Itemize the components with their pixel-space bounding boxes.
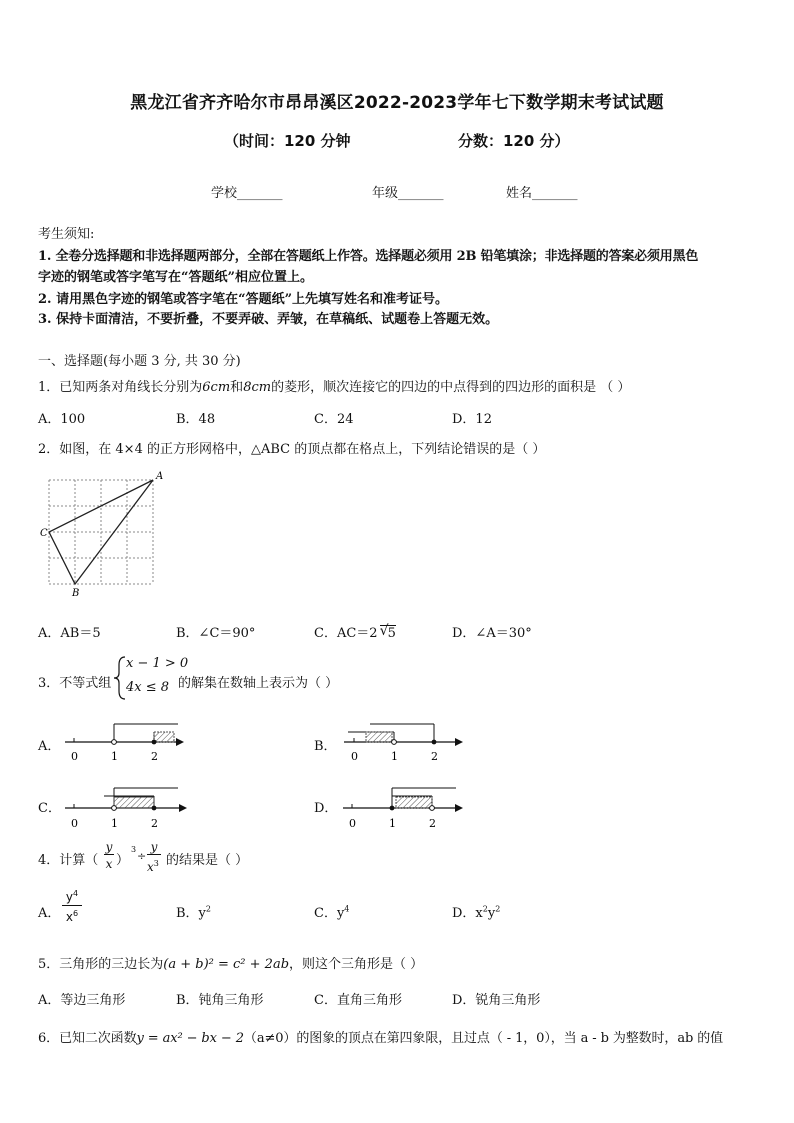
inequality-2: 4x ≤ 8 [126,680,170,695]
q4-opt-c-text: C．y [314,906,345,921]
tick-0: 0 [71,750,78,763]
q4-option-d[interactable] [452,902,500,921]
q4-opt-d-text: D．x [452,906,483,921]
q5-formula: (a + b)² = c² + 2ab [163,957,290,972]
grade-field[interactable]: 年级_______ [372,186,444,201]
q1-value-2: 8cm [243,380,272,395]
tick-2: 2 [431,750,438,763]
q4-opt-a-num-base: y [65,890,73,904]
q5-prefix: 5．三角形的三边长为 [38,957,164,972]
q1-value-1: 6cm [202,380,231,395]
q4-opt-a-den-base: x [65,910,73,924]
q3-suffix: 的解集在数轴上表示为（ ） [178,676,339,691]
q3-option-b-label[interactable]: B． [314,739,337,754]
q4-divide-sign: ÷ [137,850,147,863]
sqrt-five [380,625,396,641]
q2-grid [49,480,153,584]
notice-item-1-cont: 字迹的钢笔或答字笔写在“答题纸”相应位置上。 [38,270,313,285]
q6-suffix: （a≠0）的图象的顶点在第四象限，且过点（ - 1，0），当 a - b 为整数时，ab 的值 [243,1031,724,1046]
q4-opt-b-text: B．y [176,906,206,921]
q3-number-line-c [60,782,195,830]
notice-item-1: 1. 全卷分选择题和非选择题两部分，全部在答题纸上作答。选择题必须用 2B 铅笔填涂；非选择题的答案必须用黑色 [38,249,699,264]
q2-option-d[interactable]: D．∠A＝30° [452,626,532,641]
q4-fraction2-denominator [147,857,159,874]
q4-fraction-denominator: x [105,857,113,871]
q4-opt-a-num-exp: 4 [73,889,79,898]
q1-option-d[interactable]: D．12 [452,412,492,427]
q4-fraction2-den-base: x [147,860,154,874]
tick-1: 1 [111,750,118,763]
q4-fraction-numerator: y [105,840,113,854]
vertex-c-label: C [40,528,48,539]
tick-0: 0 [349,817,356,830]
q2-option-a[interactable]: A．AB＝5 [38,626,101,641]
q4-close-paren: ） [116,853,130,868]
q4-opt-d-exp2: 2 [495,904,501,914]
q4-option-c[interactable] [314,902,349,921]
tick-0: 0 [71,817,78,830]
q1-text-a: 1．已知两条对角线长分别为 [38,380,203,395]
tick-2: 2 [151,750,158,763]
question-6 [38,1027,723,1046]
sqrt-radicand: 5 [387,626,396,641]
tick-1: 1 [111,817,118,830]
q3-prefix: 3．不等式组 [38,676,112,691]
q6-prefix: 6．已知二次函数 [38,1031,137,1046]
q4-fraction2-numerator: y [147,840,161,855]
q3-number-line-d [338,782,470,830]
q4-option-b[interactable] [176,902,211,921]
question-5 [38,953,423,972]
q2-option-c[interactable] [314,622,396,641]
radical-icon: √ [379,623,389,639]
q4-prefix: 4．计算（ [38,853,99,868]
q2-option-b[interactable]: B．∠C＝90° [176,626,256,641]
q4-opt-c-exp: 4 [344,904,350,914]
q1-option-b[interactable]: B．48 [176,412,216,427]
tick-1: 1 [391,750,398,763]
tick-2: 2 [429,817,436,830]
q5-option-c[interactable]: C．直角三角形 [314,993,402,1008]
q6-formula: y = ax² − bx − 2 [136,1031,244,1046]
section-heading: 一、选择题(每小题 3 分, 共 30 分) [38,354,241,369]
q1-option-c[interactable]: C．24 [314,412,354,427]
q5-option-b[interactable]: B．钝角三角形 [176,993,264,1008]
question-2: 2．如图，在 4×4 的正方形网格中，△ABC 的顶点都在格点上，下列结论错误的是（ ） [38,442,546,457]
q3-option-c-label[interactable]: C． [38,801,61,816]
tick-1: 1 [389,817,396,830]
q4-opt-a-den-exp: 6 [73,909,79,918]
q4-suffix: 的结果是（ ） [166,853,249,868]
q4-option-a-label[interactable]: A． [38,906,61,921]
q1-text-c: 的菱形，顺次连接它的四边的中点得到的四边形的面积是 （ ） [271,380,631,395]
q3-option-a-label[interactable]: A． [38,739,61,754]
notice-item-3: 3. 保持卡面清洁，不要折叠，不要弄破、弄皱，在草稿纸、试题卷上答题无效。 [38,312,499,327]
q4-fraction2-den-exp: 3 [153,859,159,868]
notice-item-2: 2. 请用黑色字迹的钢笔或答字笔在“答题纸”上先填写姓名和准考证号。 [38,292,449,307]
q2-option-c-prefix: C．AC＝2 [314,626,378,641]
vertex-a-label: A [156,471,164,482]
q3-option-d-label[interactable]: D． [314,801,338,816]
q1-option-a[interactable]: A．100 [38,412,86,427]
q4-opt-b-exp: 2 [205,904,211,914]
q3-number-line-a [60,718,195,766]
q5-option-d[interactable]: D．锐角三角形 [452,993,541,1008]
name-field[interactable]: 姓名_______ [506,186,578,201]
exam-score: 分数：120 分） [458,132,570,150]
inequality-1: x − 1 > 0 [126,656,189,671]
q5-option-a[interactable]: A．等边三角形 [38,993,126,1008]
question-1 [38,376,630,395]
system-brace [113,655,127,701]
vertex-b-label: B [72,588,80,599]
notice-heading: 考生须知: [38,227,95,242]
tick-0: 0 [351,750,358,763]
q4-exponent: 3 [131,845,137,854]
q1-text-b: 和 [230,380,244,395]
q4-opt-d-y: y [487,906,496,921]
q4-opt-d-exp1: 2 [482,904,488,914]
q4-option-a-numerator [62,886,82,906]
q5-suffix: ，则这个三角形是（ ） [289,957,424,972]
exam-time: （时间：120 分钟 [224,132,351,150]
q3-number-line-b [340,718,470,766]
q4-option-a-denominator [62,906,82,925]
q2-grid-figure [38,470,178,602]
tick-2: 2 [151,817,158,830]
page-title: 黑龙江省齐齐哈尔市昂昂溪区2022-2023学年七下数学期末考试试题 [130,93,664,113]
school-field[interactable]: 学校_______ [211,186,283,201]
